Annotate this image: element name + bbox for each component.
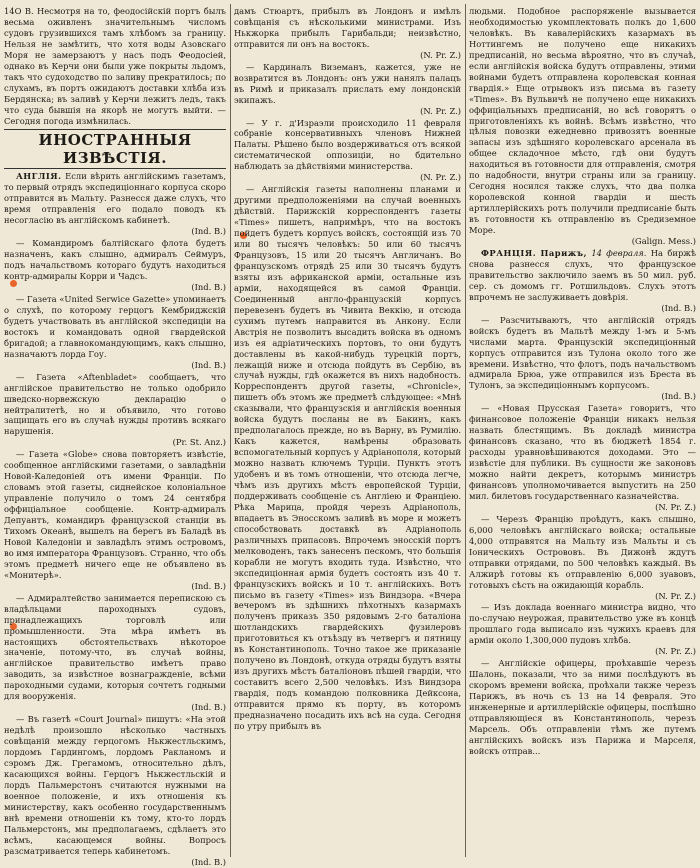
dateline: 14 февраля.: [591, 247, 647, 258]
paragraph: — Газета «Globe» снова повторяетъ извѣстіе, сообщенное англійскими газетами, о завладѣніи Новой-Каледоніей отъ имени Франціи. По словамъ этой газеты, сиднейское колоніальное управленіе получило о томъ 24 сентября оффиціальное сообщеніе. Контр-адмиралъ Депуантъ, командиръ французской станціи въ Тихомъ Океанѣ, вышелъ на берегъ въ Баладѣ въ Новой Каледоніи и завладѣлъ этимъ островомъ, во имя императора Французовъ. Странно, что объ этомъ предметѣ ничего еще не объявлено въ «Монитерѣ».: [4, 449, 226, 580]
paragraph: — Черезъ Францію проѣдутъ, какъ слышно, 6,000 человѣкъ англійскаго войска; остальные 4,000 отправятся на Мальту изъ Мальты и съ Іоническихъ Острововъ. Въ Дижонѣ ждутъ отправки отрядами, по 500 человѣкъ каждый. Въ Алжирѣ готовы къ отправленію 6,000 зуавовъ, готовыхъ сѣсть на ожидающій корабль.: [469, 513, 696, 590]
country-heading: ФРАНЦІЯ.: [481, 247, 537, 258]
column-2: [234, 6, 461, 859]
source-citation: (N. Pr. Z.): [420, 172, 461, 183]
paragraph: — Въ газетѣ «Court Journal» пишутъ: «На этой недѣлѣ произошло нѣсколько частныхъ совѣщаній между герцогомъ Нькжестльскимъ, лордомъ Гардингомъ, лордомъ Ракланомъ и сэромъ Дж. Грегамомъ, относительно дѣлъ, касающихся войны. Герцогъ Нькжестльскій и лордъ Пальмерстонъ считаются нужными на военное положеніе, и ихъ отношенія къ министерству, какъ особенно государственнымъ внѣ времени отношеніи къ тому, кто-то лордъ Пальмерстонъ, мы предполагаемъ, сдѣлаетъ это всѣмъ, касающемся войны. Вопросъ разсматривается теперь кабинетомъ.: [4, 714, 226, 856]
source-citation: (Ind. B.): [191, 226, 226, 237]
paragraph: [4, 171, 226, 226]
source-citation: (Ind. B.): [661, 302, 696, 313]
source-citation: (N. Pr. Z.): [655, 590, 696, 601]
country-heading: АНГЛІЯ.: [16, 171, 62, 182]
source-citation: (Ind. B.): [191, 359, 226, 370]
column-3: [469, 6, 696, 859]
paragraph: — Кардиналъ Виземанъ, кажется, уже не возвратится въ Лондонъ: онъ ужи нанялъ палацъ въ Римѣ и приказалъ прислать ему лондонскій экипажъ.: [234, 61, 461, 105]
source-citation: (N. Pr. Z.): [420, 49, 461, 60]
city-heading: Парижъ,: [540, 247, 587, 258]
paragraph: — Адмиралтейство занимается перепискою съ владѣльцами пароходныхъ судовъ, принадлежащихъ торговлѣ или промышленности. Эта мѣра имѣетъ въ настоящихъ обстоятельствахъ нѣкоторое значеніе, потому-что, въ случаѣ войны, англійское правительство имѣетъ право заводить, за извѣстное вознагражденіе, всѣми пароходными судами, которыя сочтетъ годными для вооруженія.: [4, 592, 226, 702]
source-citation: (Ind. B.): [191, 856, 226, 867]
column-rule: [230, 4, 231, 857]
paragraph: — Газета «United Serwice Gazette» упоминаетъ о слухѣ, по которому герцогъ Кембриджскій будетъ участвовать въ англійской экспедиціи на востокъ и командовать одной гвардейской бригадой; а главнокомандующимъ, какъ слышно, назначаютъ лорда Гоу.: [4, 293, 226, 359]
paragraph-text: На биржѣ сновa разнесся слухъ, что французское правительство заключило заемъ въ 50 мил. руб. сер. съ домомъ гг. Ротшильдовъ. Слухъ этотъ впрочемъ не заслуживаетъ довѣрія.: [469, 247, 697, 302]
source-citation: (Pr. St. Anz.): [172, 437, 226, 448]
paragraph: — Разсчитываютъ, что англійскій отрядъ войскъ будетъ въ Мальтѣ между 1-мъ и 5-мъ числами марта. Французскій экспедиціонный корпусъ отправится изъ Тулона около того же времени. Извѣстно, что флотъ, подъ начальствомъ адмирала Брюа, уже отправился изъ Бреста въ Тулонъ, за экспедиціоннымъ корпусомъ.: [469, 314, 696, 391]
paragraph: — Командиромъ балтійскаго флота будетъ назначенъ, какъ слышно, адмиралъ Сеймуръ, подъ начальствомъ котораго будутъ находиться контр-адмиралы Корри и Чадсъ.: [4, 238, 226, 282]
paragraph: — Газета «Aftenbladet» сообщаетъ, что англійское правительство не только одобрило шведско-норвежскую декларацію о нейтралитетѣ, но и объявило, что готово защищать его въ случаѣ нужды противъ всякаго нарушенія.: [4, 371, 226, 437]
source-citation: (Ind. B.): [191, 702, 226, 713]
source-citation: (Ind. B.): [191, 580, 226, 591]
paragraph: — «Новая Прусская Газета» говоритъ, что финансовое положеніе Франціи никакъ нельзя назвать блестящимъ. Въ докладѣ министра финансовъ сказано, что въ бюджетѣ 1854 г. расходы уравновѣшиваются доходами. Это — извѣстіе для публики. Въ сущности же законовъ можно найти декретъ, которымъ министръ финансовъ уполномочивается выпустить на 250 мил. билетовъ государственнаго казначейства.: [469, 403, 696, 501]
source-citation: (N. Pr. Z.): [420, 105, 461, 116]
source-citation: (Galign. Mess.): [631, 236, 696, 247]
paragraph: людьми. Подобное распоряженіе вызывается необходимостью укомплектовать полкъ до 1,600 человѣкъ. Въ кавалерійскихъ казармахъ въ Ноттингемъ не получено еще никакихъ предписаній, но весьма вѣроятно, что въ случаѣ, если англійскія войска будутъ отправлены, этими войнами будетъ отправлена королевская конная гвардія.» Еще отрывокъ изъ письма въ газету «Times». Въ Вульвичѣ не получено еще никакихъ оффиціальныхъ предписаній, но всѣ говорятъ о приготовленіяхъ къ войнѣ. Всѣмъ извѣстно, что цѣлыя повозки ежедневно привозятъ военные запасы изъ здѣшняго королевскаго арсенала въ общее складочное мѣсто, гдѣ они будутъ находиться въ готовности для отправленія, смотря по надобности, внутри страны или за границу. Сегодня носился также слухъ, что два полка королевской конной гвардіи и шесть артиллерійскихъ ротъ получили предписаніе быть въ готовности къ отправленію въ Средиземное Море.: [469, 6, 696, 236]
paragraph: — Англійскія газеты наполнены планами и другими предположеніями на случай военныхъ дѣйствій. Парижскій корреспондентъ газеты «Times» пишетъ, напримѣръ, что на востокъ пойдетъ будетъ корпусъ войскъ, состоящій изъ 70 или 80 тысячъ человѣкъ: 50 или 60 тысячъ Французовъ, 15 или 20 тысячъ Англичанъ. Во французскомъ отрядѣ 25 или 30 тысячъ будутъ взяты изъ африканской арміи, остальные изъ арміи, находящейся въ самой Франціи. Соединенный англо-французскій корпусъ перевезенъ будетъ въ Чивита Веккію, и отсюда сухимъ путемъ направится въ Анкону. Если Австрія не позволитъ высадить войска въ одномъ изъ ея адріатическихъ портовъ, то они будутъ доставлены въ какой-нибудь турецкій портъ, лежащій ниже и отсюда пойдутъ въ Сербію, въ случаѣ нужды, гдѣ окажется въ нихъ надобность. Корреспондентъ другой газеты, «Chronicle», пишетъ объ этомъ же предметѣ слѣдующее: «Мнѣ сказывали, что французскія и англійскія военныя войска будутъ посланы не въ Бакинъ, какъ предполагалось прежде, но въ Варну, въ Румилію. Какъ кажется, намѣрены образовать вспомогательный корпусъ у Адріанополя, который можно назвать ключемъ Турціи. Пунктъ этотъ удобенъ и въ томъ отношеніи, что отсюда легче, чѣмъ изъ другихъ мѣстъ европейской Турціи, поддерживать сообщеніе съ Англіею и Франціею. Рѣка Марица, пройдя черезъ Адріанополь, впадаетъ въ Эносскомъ заливѣ въ море и можетъ способствовать доставкѣ въ Адріанополь различныхъ припасовъ. Впрочемъ эносскій портъ мелководенъ, такъ занесенъ пескомъ, что большія корабли не могутъ входить туда. Извѣстно, что экспедиціонная армія будетъ состоять изъ 40 т. французскихъ войскъ и 10 т. англійскихъ. Вотъ письмо въ газету «Times» изъ Виндзора. «Вчера вечеромъ въ здѣшнихъ пѣхотныхъ казармахъ полученъ приказъ 350 рядовымъ 2-го баталіона шотландскихъ гвардейскихъ фузилеровъ приготовиться къ отъѣзду въ четвергъ и пятницу въ Константинополь. Точно такое же приказаніе получено въ Лондонѣ, откуда отряды будутъ взяты изъ другихъ мѣстъ баталіоновъ пѣшей гвардіи, что составитъ всего 2,500 человѣкъ. Изъ Виндзора гвардія, подъ командою полковника Дейксона, отправится прямо къ порту, въ которомъ предназначено посадить ихъ всѣ на суда. Сегодня по утру прибылъ въ: [234, 184, 461, 731]
column-1: [4, 6, 226, 867]
column-rule: [465, 4, 466, 857]
source-citation: (Ind. B.): [661, 391, 696, 402]
paragraph-text: Если вѣрить англійскимъ газетамъ, то первый отрядъ экспедиціоннаго корпуса скоро отправится въ Мальту. Разнесся даже слухъ, что время отправленія его подало поводъ къ несогласію въ англійскомъ кабинетѣ.: [4, 171, 226, 226]
paragraph: — Англійскіе офицеры, проѣхавшіе черезъ Шалонь, показали, что за ними послѣдуютъ въ скоромъ времени войска, проѣхали также черезъ Парижъ, въ ночь съ 13 на 14 февраля. Это инженерные и артиллерійскіе офицеры, поспѣшно отправляющіеся въ Константинополь, черезъ Марсель. Объ отправленіи тѣмъ же путемъ англійскихъ войскъ изъ Парижа и Марселя, войскъ отправ...: [469, 658, 696, 756]
section-heading: ИНОСТРАННЫЯ ИЗВѢСТІЯ.: [4, 129, 226, 169]
source-citation: (N. Pr. Z.): [655, 646, 696, 657]
source-citation: (Ind. B.): [191, 282, 226, 293]
paragraph: 14O В. Несмотря на то, феодосійскій портъ былъ весьма оживленъ значительнымъ числомъ судовъ грузившихся тамъ хлѣбомъ за границу. Нельзя не замѣтить, что хотя воды Азовскаго Моря не замерзаютъ у насъ подъ Феодосіей, однако въ Керчи они были уже покрыты льдомъ, такъ что судоходство по заливу прекратилось; по слухамъ, въ портъ ожидаютъ доставки хлѣба изъ Бердянска; въ заливѣ у Керчи лежитъ ледъ, такъ что суда бывшія на якорѣ не могутъ выйти. — Сегодня погода измѣнилась.: [4, 6, 226, 126]
paragraph: — Изъ доклада военнаго министра видно, что по-случаю неурожая, правительство уже въ концѣ прошлаго года выписало изъ чужихъ краевъ для арміи около 1,300,000 пудовъ хлѣба.: [469, 602, 696, 646]
paragraph: — У г. д'Израэли происходило 11 февраля собраніе консервативныхъ членовъ Нижней Палаты. Рѣшено было воздерживаться отъ всякой систематической оппозиціи, но бдительно наблюдать за дѣйствіями министерства.: [234, 117, 461, 172]
paragraph: [469, 248, 696, 303]
source-citation: (N. Pr. Z.): [655, 501, 696, 512]
paragraph: дамъ Стюартъ, прибылъ въ Лондонъ и имѣлъ совѣщанія съ нѣсколькими министрами. Изъ Нькжорка прибылъ Гарибальди; неизвѣстно, отправится ли онъ на востокъ.: [234, 6, 461, 49]
